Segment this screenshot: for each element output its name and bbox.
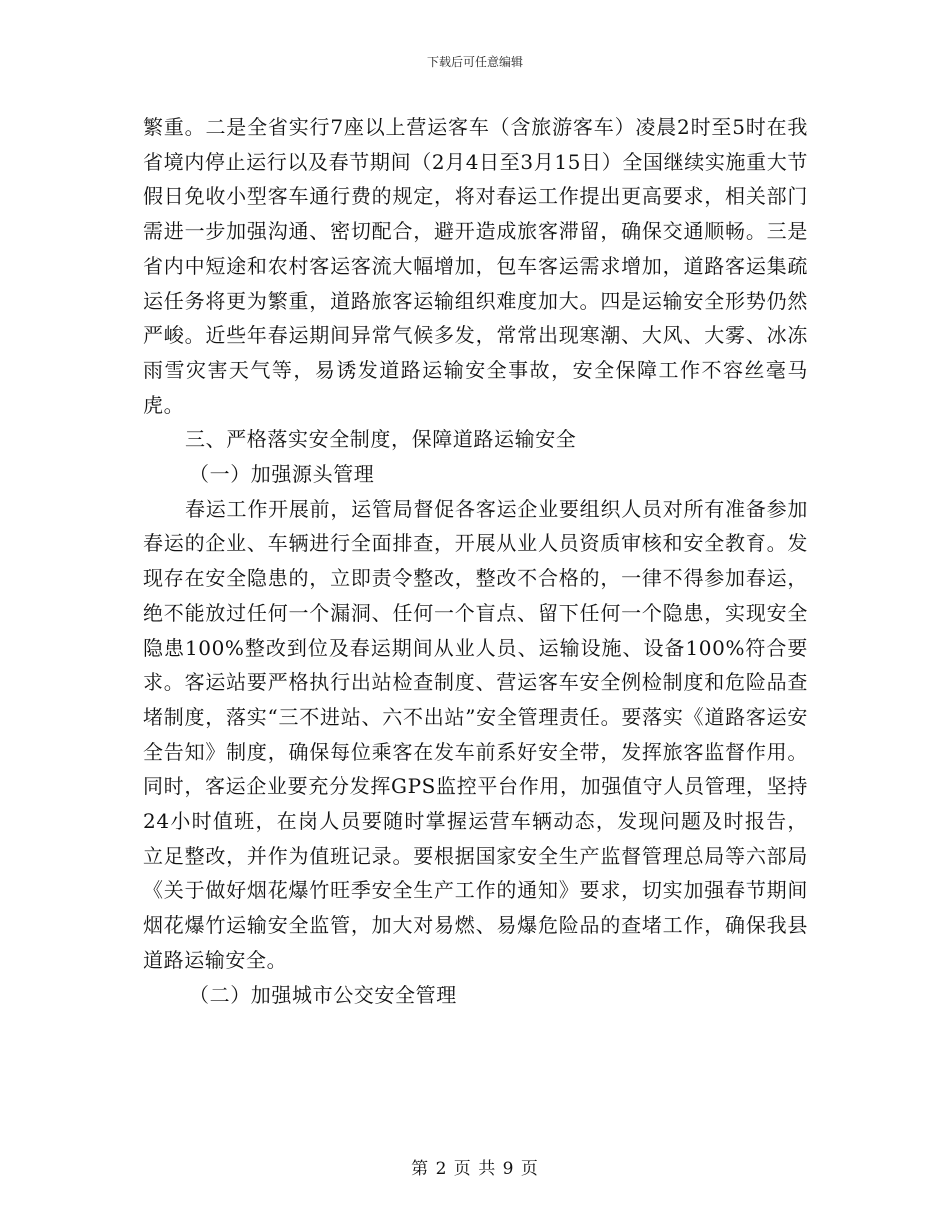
subheading-source-management: （一）加强源头管理 (189, 462, 375, 487)
page-number: 第 2 页 共 9 页 (411, 1159, 539, 1179)
paragraph-continued: 繁重。二是全省实行7座以上营运客车（含旅游客车）凌晨2时至5时在我省境内停止运行以及春节期间（2月4日至3月15日）全国继续实施重大节假日免收小型客车通行费的规定，将对春运工作提出更高要求，相关部门需进一步加强沟通、密切配合，避开造成旅客滞留，确保交通顺畅。三是省内中短途和农村客运客流大幅增加，包车客运需求增加，道路客运集疏运任务将更为繁重，道路旅客运输组织难度加大。四是运输安全形势仍然严峻。近些年春运期间异常气候多发，常常出现寒潮、大风、大雾、冰冻雨雪灾害天气等，易诱发道路运输安全事故，安全保障工作不容丝毫马虎。 (143, 115, 808, 417)
subheading-bus-safety: （二）加强城市公交安全管理 (189, 982, 457, 1007)
section-heading-3: 三、严格落实安全制度，保障道路运输安全 (185, 427, 577, 452)
paragraph-source-management: 春运工作开展前，运管局督促各客运企业要组织人员对所有准备参加春运的企业、车辆进行全面排查，开展从业人员资质审核和安全教育。发现存在安全隐患的，立即责令整改，整改不合格的，一律不得参加春运，绝不能放过任何一个漏洞、任何一个盲点、留下任何一个隐患，实现安全隐患100%整改到位及春运期间从业人员、运输设施、设备100%符合要求。客运站要严格执行出站检查制度、营运客车安全例检制度和危险品查堵制度，落实“三不进站、六不出站”安全管理责任。要落实《道路客运安全告知》制度，确保每位乘客在发车前系好安全带，发挥旅客监督作用。同时，客运企业要充分发挥GPS监控平台作用，加强值守人员管理，坚持24小时值班，在岗人员要随时掌握运营车辆动态，发现问题及时报告，立足整改，并作为值班记录。要根据国家安全生产监督管理总局等六部局《关于做好烟花爆竹旺季安全生产工作的通知》要求，切实加强春节期间烟花爆竹运输安全监管，加大对易燃、易爆危险品的查堵工作，确保我县道路运输安全。 (143, 496, 808, 972)
page-header: 下载后可任意编辑 (426, 55, 523, 69)
document-body (143, 110, 808, 1012)
